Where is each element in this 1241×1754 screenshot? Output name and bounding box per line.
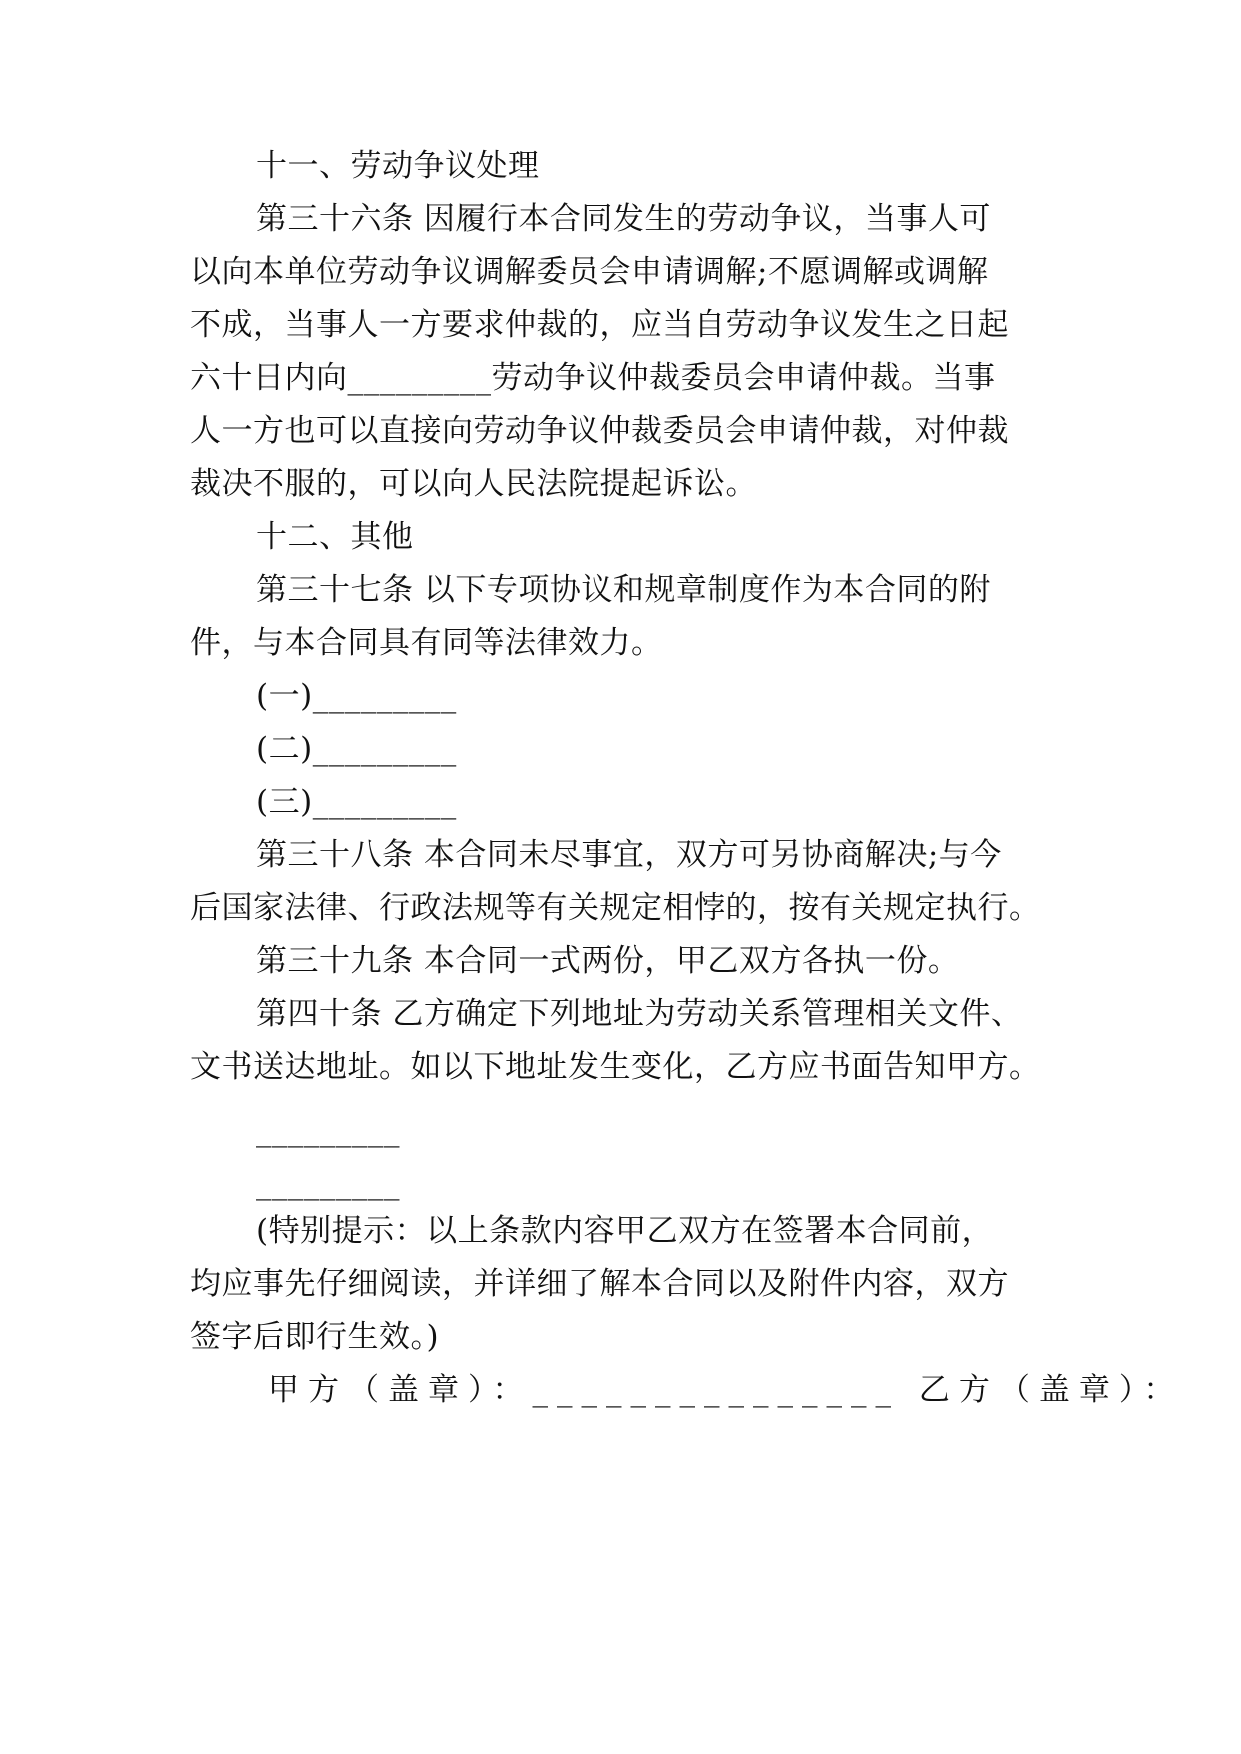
article-36-line-5: 人一方也可以直接向劳动争议仲裁委员会申请仲裁，对仲裁 bbox=[190, 413, 1009, 449]
address-blank-2: _________ bbox=[256, 1165, 400, 1201]
article-39: 第三十九条 本合同一式两份，甲乙双方各执一份。 bbox=[256, 943, 960, 979]
address-blank-1: _________ bbox=[256, 1112, 400, 1148]
attachment-item-2: (二)_________ bbox=[256, 731, 457, 767]
signature-line: 甲方（盖章）：_______________ 乙方（盖章）： bbox=[268, 1372, 1184, 1408]
article-36-line-3: 不成，当事人一方要求仲裁的，应当自劳动争议发生之日起 bbox=[190, 307, 1009, 343]
article-38-line-2: 后国家法律、行政法规等有关规定相悖的，按有关规定执行。 bbox=[190, 890, 1041, 926]
article-40-line-1: 第四十条 乙方确定下列地址为劳动关系管理相关文件、 bbox=[256, 996, 1023, 1032]
special-notice-line-1: (特别提示：以上条款内容甲乙双方在签署本合同前， bbox=[256, 1213, 994, 1249]
article-36-line-4: 六十日内向_________劳动争议仲裁委员会申请仲裁。当事 bbox=[190, 360, 996, 396]
article-37-line-1: 第三十七条 以下专项协议和规章制度作为本合同的附 bbox=[256, 572, 991, 608]
section-heading-12: 十二、其他 bbox=[256, 519, 414, 555]
special-notice-line-3: 签字后即行生效。) bbox=[190, 1319, 440, 1355]
attachment-item-3: (三)_________ bbox=[256, 784, 457, 820]
article-37-line-2: 件，与本合同具有同等法律效力。 bbox=[190, 625, 663, 661]
section-heading-11: 十一、劳动争议处理 bbox=[256, 148, 540, 184]
article-36-line-1: 第三十六条 因履行本合同发生的劳动争议，当事人可 bbox=[256, 201, 991, 237]
article-40-line-2: 文书送达地址。如以下地址发生变化，乙方应书面告知甲方。 bbox=[190, 1049, 1041, 1085]
article-36-line-6: 裁决不服的，可以向人民法院提起诉讼。 bbox=[190, 466, 757, 502]
article-36-line-2: 以向本单位劳动争议调解委员会申请调解;不愿调解或调解 bbox=[190, 254, 989, 290]
article-38-line-1: 第三十八条 本合同未尽事宜，双方可另协商解决;与今 bbox=[256, 837, 1002, 873]
special-notice-line-2: 均应事先仔细阅读，并详细了解本合同以及附件内容，双方 bbox=[190, 1266, 1009, 1302]
attachment-item-1: (一)_________ bbox=[256, 678, 457, 714]
